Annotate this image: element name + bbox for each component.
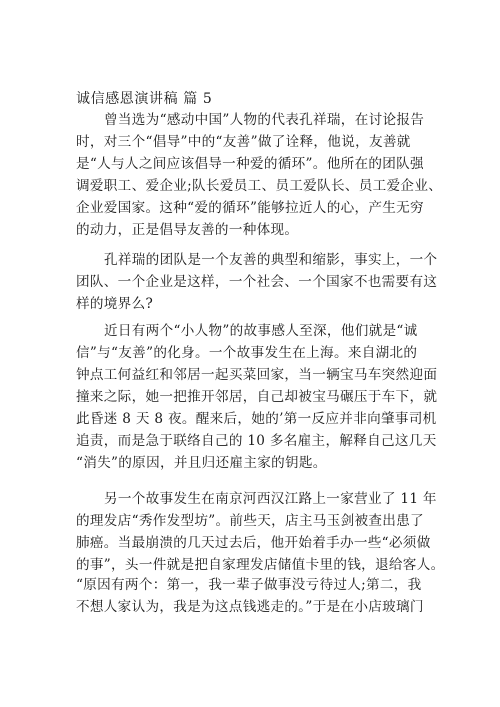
text-line: 团队、一个企业是这样，一个社会、一个国家不也需要有这 xyxy=(76,274,438,290)
text-line: “原因有两个：第一，我一辈子做事没亏待过人;第二，我 xyxy=(76,577,422,593)
text-line: 近日有两个“小人物”的故事感人至深，他们就是“诚 xyxy=(104,323,418,339)
paragraph-3 xyxy=(76,320,436,474)
text-line: 时，对三个“倡导”中的“友善”做了诠释，他说，友善就 xyxy=(76,134,411,150)
paragraph-2 xyxy=(76,249,436,315)
text-line: 撞来之际，她一把推开邻居，自己却被宝马碾压于车下，就 xyxy=(76,389,438,405)
text-line: 的事”，头一件就是把自家理发店储值卡里的钱，退给客人。 xyxy=(76,557,445,573)
document-title: 诚信感恩演讲稿 篇 5 xyxy=(76,91,213,107)
text-line: 另一个故事发生在南京河西汉江路上一家营业了 11 年 xyxy=(104,491,437,507)
text-line: 是“人与人之间应该倡导一种爱的循环”。他所在的团队强 xyxy=(76,156,424,172)
text-line: 信”与“友善”的化身。一个故事发生在上海。来自湖北的 xyxy=(76,345,418,361)
text-line: 不想人家认为，我是为这点钱逃走的。”于是在小店玻璃门 xyxy=(76,599,424,615)
text-line: “消失”的原因，并且归还雇主家的钥匙。 xyxy=(76,455,327,471)
text-line: 肺癌。当最崩溃的几天过去后，他开始着手办一些“必须做 xyxy=(76,535,431,551)
paragraph-5 xyxy=(76,574,436,618)
text-line: 钟点工何益红和邻居一起买菜回家，当一辆宝马车突然迎面 xyxy=(76,367,438,383)
text-line: 的理发店“秀作发型坊”。前些天，店主马玉剑被查出患了 xyxy=(76,513,424,529)
text-line: 此昏迷 8 天 8 夜。醒来后，她的’第一反应并非向肇事司机 xyxy=(76,411,437,427)
text-line: 追责，而是急于联络自己的 10 多名雇主，解释自己这几天 xyxy=(76,433,437,449)
text-line: 样的境界么? xyxy=(76,296,154,312)
paragraph-1 xyxy=(76,109,443,241)
text-line: 企业爱国家。这种“爱的循环”能够拉近人的心，产生无穷 xyxy=(76,200,424,216)
text-line: 孔祥瑞的团队是一个友善的典型和缩影，事实上，一个 xyxy=(104,252,438,268)
paragraph-4 xyxy=(76,488,445,576)
text-line: 的动力，正是倡导友善的一种体现。 xyxy=(76,222,299,238)
text-line: 曾当选为“感动中国”人物的代表孔祥瑞，在讨论报告 xyxy=(104,112,425,128)
text-line: 调爱职工、爱企业;队长爱员工、员工爱队长、员工爱企业、 xyxy=(76,178,443,194)
